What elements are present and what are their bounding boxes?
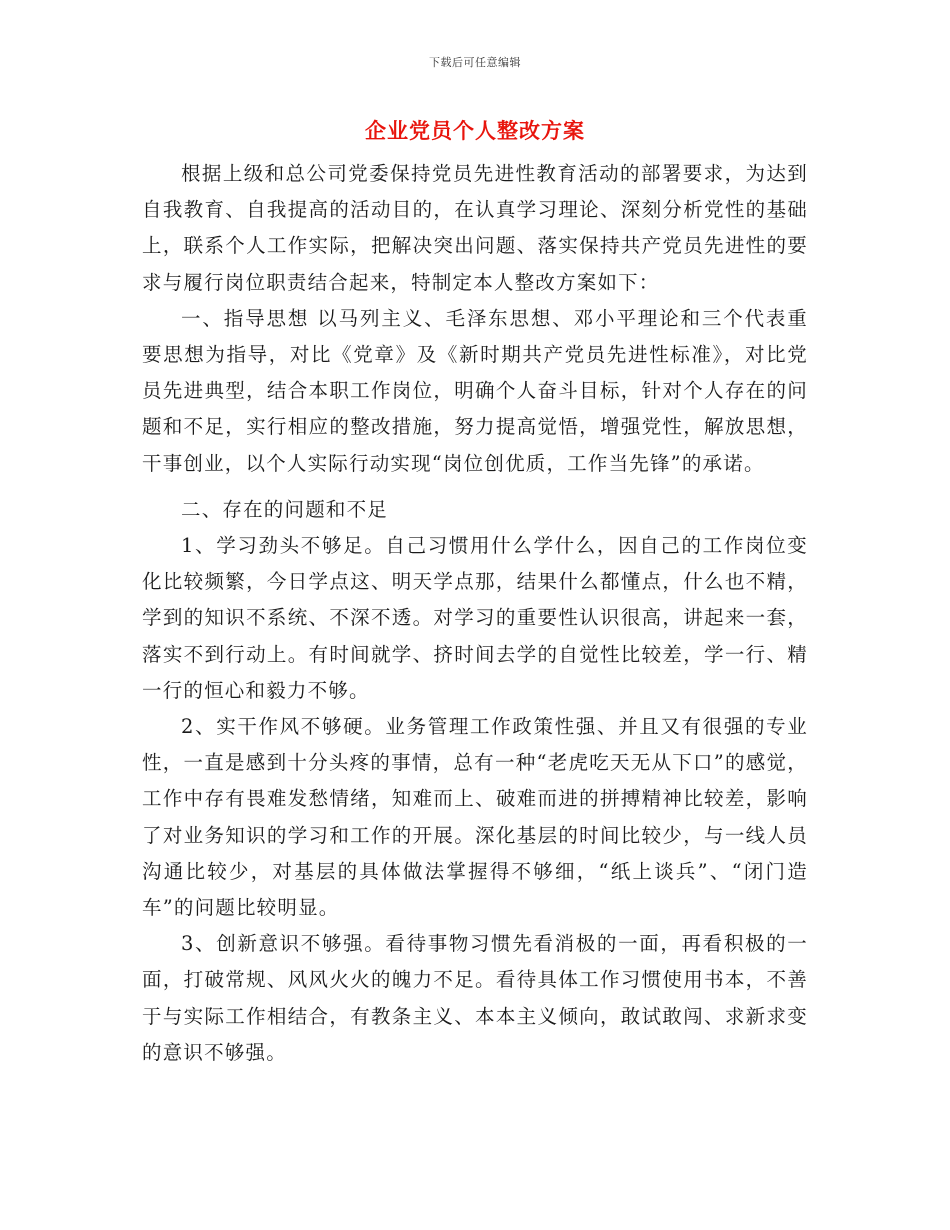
paragraph-intro: 根据上级和总公司党委保持党员先进性教育活动的部署要求，为达到自我教育、自我提高的活动目的，在认真学习理论、深刻分析党性的基础上，联系个人工作实际，把解决突出问题、落实保持共产党员先进性的要求与履行岗位职责结合起来，特制定本人整改方案如下： [142, 162, 808, 294]
document-title: 企业党员个人整改方案 [365, 118, 585, 143]
paragraph-problem-1: 1、学习劲头不够足。自己习惯用什么学什么，因自己的工作岗位变化比较频繁，今日学点这、明天学点那，结果什么都懂点，什么也不精，学到的知识不系统、不深不透。对学习的重要性认识很高，讲起来一套，落实不到行动上。有时间就学、挤时间去学的自觉性比较差，学一行、精一行的恒心和毅力不够。 [142, 534, 808, 702]
section-heading-problems: 二、存在的问题和不足 [181, 497, 389, 521]
paragraph-guiding-thought: 一、指导思想 以马列主义、毛泽东思想、邓小平理论和三个代表重要思想为指导，对比《党章》及《新时期共产党员先进性标准》，对比党员先进典型，结合本职工作岗位，明确个人奋斗目标，针对个人存在的问题和不足，实行相应的整改措施，努力提高觉悟，增强党性，解放思想，干事创业，以个人实际行动实现“岗位创优质，工作当先锋”的承诺。 [142, 306, 808, 475]
paragraph-problem-3: 3、创新意识不够强。看待事物习惯先看消极的一面，再看积极的一面，打破常规、风风火火的魄力不足。看待具体工作习惯使用书本，不善于与实际工作相结合，有教条主义、本本主义倾向，敢试敢闯、求新求变的意识不够强。 [142, 932, 808, 1064]
paragraph-problem-2: 2、实干作风不够硬。业务管理工作政策性强、并且又有很强的专业性，一直是感到十分头疼的事情，总有一种“老虎吃天无从下口”的感觉，工作中存有畏难发愁情绪，知难而上、破难而进的拼搏精神比较差，影响了对业务知识的学习和工作的开展。深化基层的时间比较少，与一线人员沟通比较少，对基层的具体做法掌握得不够细，“纸上谈兵”、“闭门造车”的问题比较明显。 [142, 715, 808, 920]
page-header-note: 下载后可任意编辑 [429, 56, 521, 69]
document-body [142, 156, 808, 1071]
